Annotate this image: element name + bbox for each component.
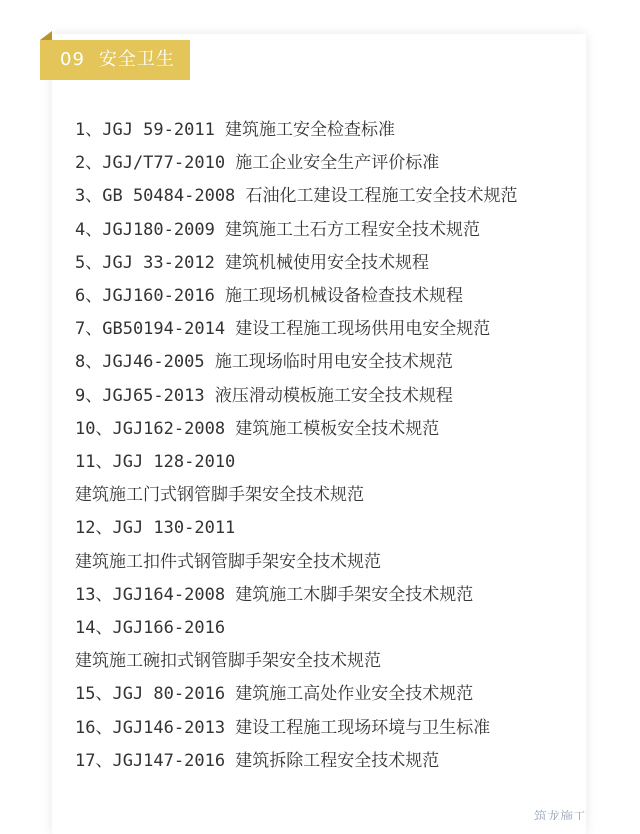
standards-list [75,114,575,778]
list-item: 9、JGJ65-2013 液压滑动模板施工安全技术规程 [75,380,575,413]
list-item-code: 12、JGJ 130-2011 [75,512,575,545]
watermark [534,810,632,820]
watermark-text: 筑龙施工 [534,810,632,820]
list-item: 4、JGJ180-2009 建筑施工土石方工程安全技术规范 [75,214,575,247]
tab-fold-decoration [40,31,52,40]
section-title: 安全卫生 [99,49,175,70]
section-number: 09 [60,49,85,70]
list-item [75,446,575,512]
list-item: 17、JGJ147-2016 建筑拆除工程安全技术规范 [75,745,575,778]
list-item-code: 14、JGJ166-2016 [75,612,575,645]
list-item: 10、JGJ162-2008 建筑施工模板安全技术规范 [75,413,575,446]
list-item [75,512,575,578]
section-header-tab [40,40,190,80]
list-item: 3、GB 50484-2008 石油化工建设工程施工安全技术规范 [75,180,575,213]
list-item: 6、JGJ160-2016 施工现场机械设备检查技术规程 [75,280,575,313]
list-item-code: 11、JGJ 128-2010 [75,446,575,479]
list-item: 1、JGJ 59-2011 建筑施工安全检查标准 [75,114,575,147]
list-item: 8、JGJ46-2005 施工现场临时用电安全技术规范 [75,346,575,379]
list-item: 2、JGJ/T77-2010 施工企业安全生产评价标准 [75,147,575,180]
list-item-title: 建筑施工门式钢管脚手架安全技术规范 [75,479,575,512]
list-item-title: 建筑施工碗扣式钢管脚手架安全技术规范 [75,645,575,678]
list-item [75,612,575,678]
list-item-title: 建筑施工扣件式钢管脚手架安全技术规范 [75,546,575,579]
list-item: 13、JGJ164-2008 建筑施工木脚手架安全技术规范 [75,579,575,612]
list-item: 15、JGJ 80-2016 建筑施工高处作业安全技术规范 [75,678,575,711]
list-item: 7、GB50194-2014 建设工程施工现场供用电安全规范 [75,313,575,346]
list-item: 16、JGJ146-2013 建设工程施工现场环境与卫生标准 [75,712,575,745]
list-item: 5、JGJ 33-2012 建筑机械使用安全技术规程 [75,247,575,280]
